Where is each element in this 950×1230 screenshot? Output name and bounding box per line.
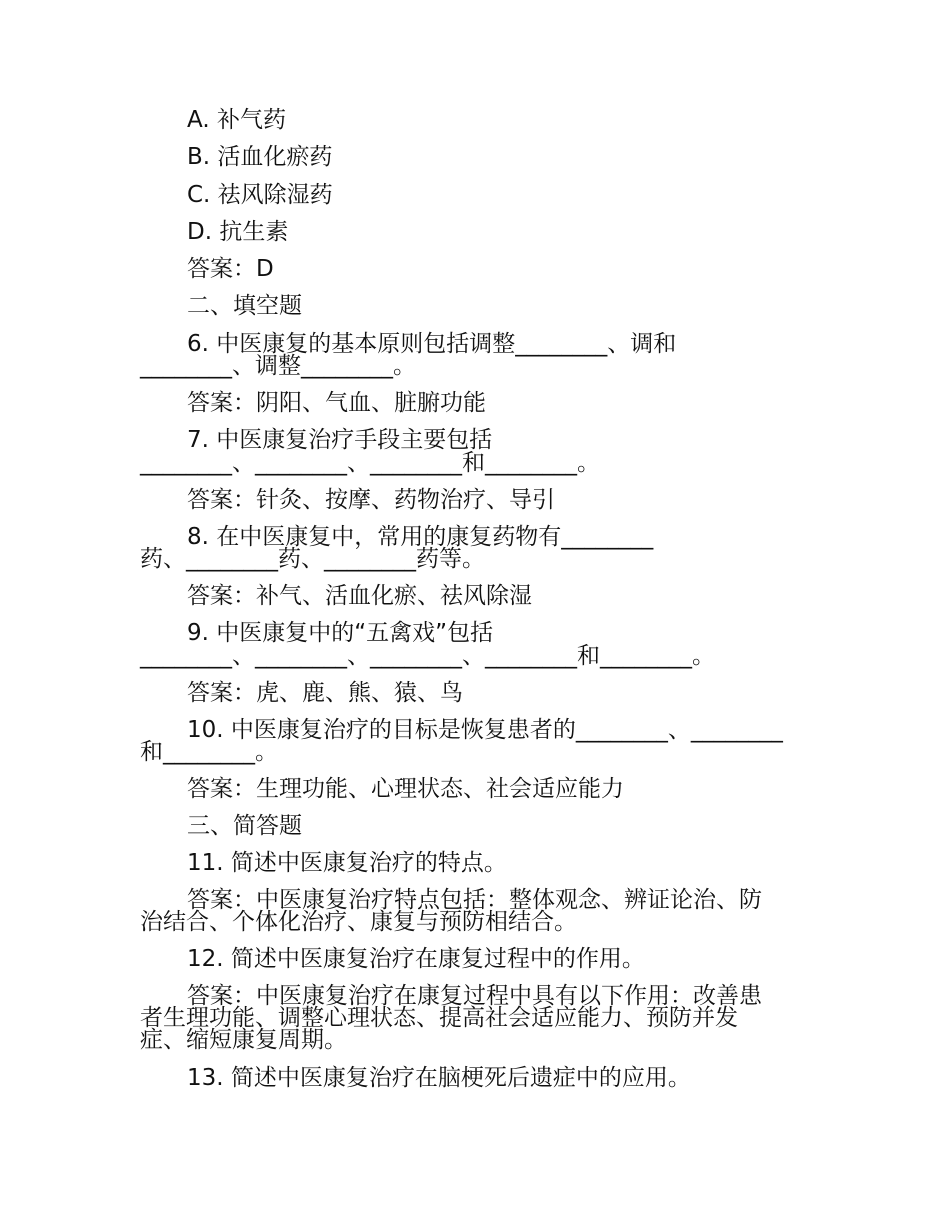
section-title-short-answer: 三、简答题 [187, 813, 302, 839]
question-12: 12. 简述中医康复治疗在康复过程中的作用。 [187, 946, 645, 972]
answer-12-line-3: 症、缩短康复周期。 [140, 1027, 347, 1053]
answer-6: 答案：阴阳、气血、脏腑功能 [187, 390, 486, 416]
answer-12-line-1: 答案：中医康复治疗在康复过程中具有以下作用：改善患 [187, 983, 762, 1009]
question-10-line-1: 10. 中医康复治疗的目标是恢复患者的________、________ [187, 717, 783, 743]
question-8-line-1: 8. 在中医康复中，常用的康复药物有________ [187, 524, 654, 550]
option-b: B. 活血化瘀药 [187, 144, 333, 170]
answer-8: 答案：补气、活血化瘀、祛风除湿 [187, 583, 532, 609]
question-11: 11. 简述中医康复治疗的特点。 [187, 850, 507, 876]
option-a: A. 补气药 [187, 107, 286, 133]
answer-7: 答案：针灸、按摩、药物治疗、导引 [187, 487, 555, 513]
answer-11-line-1: 答案：中医康复治疗特点包括：整体观念、辨证论治、防 [187, 887, 762, 913]
option-d: D. 抗生素 [187, 219, 289, 245]
answer-11-line-2: 治结合、个体化治疗、康复与预防相结合。 [140, 909, 577, 935]
question-7-line-2: ________、________、________和________。 [140, 450, 600, 476]
question-6-line-1: 6. 中医康复的基本原则包括调整________、调和 [187, 331, 677, 357]
question-9-line-2: ________、________、________、________和________。 [140, 643, 715, 669]
question-10-line-2: 和________。 [140, 739, 278, 765]
answer-5: 答案：D [187, 256, 274, 282]
question-6-line-2: ________、调整________。 [140, 353, 416, 379]
question-7-line-1: 7. 中医康复治疗手段主要包括 [187, 427, 493, 453]
question-9-line-1: 9. 中医康复中的“五禽戏”包括 [187, 620, 494, 646]
option-c: C. 祛风除湿药 [187, 182, 333, 208]
question-8-line-2: 药、________药、________药等。 [140, 546, 485, 572]
answer-10: 答案：生理功能、心理状态、社会适应能力 [187, 776, 624, 802]
section-title-fill-in: 二、填空题 [187, 293, 302, 319]
answer-12-line-2: 者生理功能、调整心理状态、提高社会适应能力、预防并发 [140, 1005, 738, 1031]
question-13: 13. 简述中医康复治疗在脑梗死后遗症中的应用。 [187, 1065, 691, 1091]
answer-9: 答案：虎、鹿、熊、猿、鸟 [187, 680, 463, 706]
